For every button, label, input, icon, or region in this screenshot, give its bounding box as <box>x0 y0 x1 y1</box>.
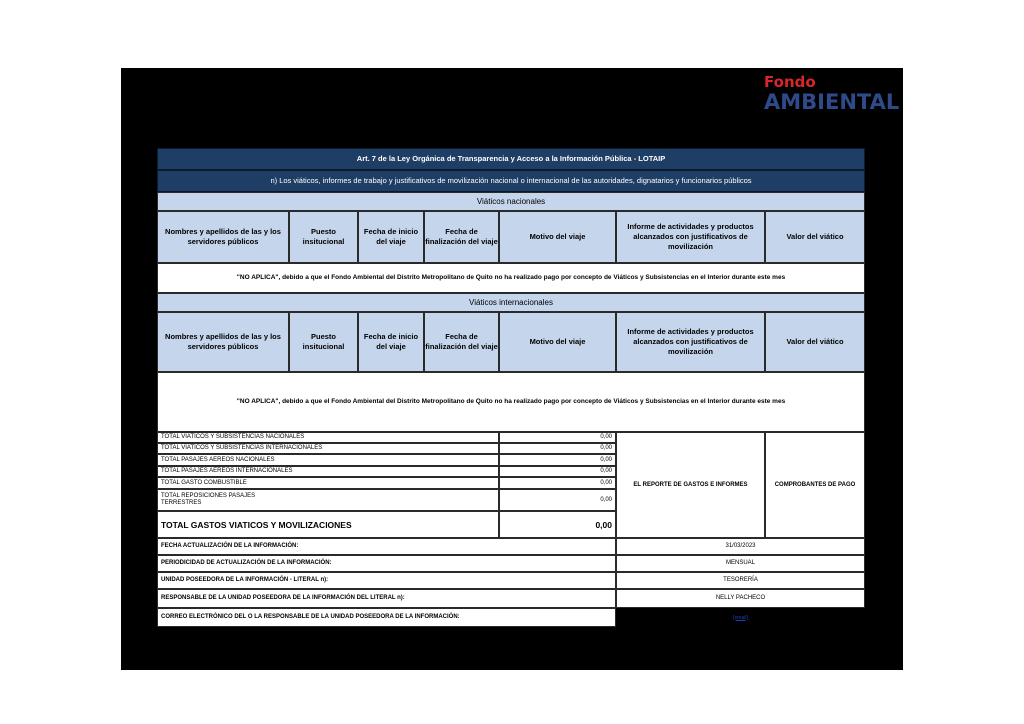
info-value: MENSUAL <box>616 555 865 572</box>
total-label: TOTAL REPOSICIONES PASAJES TERRESTRES <box>157 489 499 511</box>
total-label: TOTAL GASTO COMBUSTIBLE <box>157 477 499 489</box>
nacionales-note: "NO APLICA", debido a que el Fondo Ambiental del Distrito Metropolitano de Quito no ha realizado pago por concepto de Viáticos y Subsistencias en el Interior durante este mes <box>157 263 865 293</box>
info-label: FECHA ACTUALIZACIÓN DE LA INFORMACIÓN: <box>157 538 616 555</box>
col-motivo: Motivo del viaje <box>499 312 616 372</box>
info-label: UNIDAD POSEEDORA DE LA INFORMACIÓN - LITERAL n): <box>157 572 616 589</box>
col-informe: Informe de actividades y productos alcanzados con justificativos de movilización <box>616 312 765 372</box>
total-label: TOTAL VIATICOS Y SUBSISTENCIAS INTERNACIONALES <box>157 443 499 454</box>
col-nombres: Nombres y apellidos de las y los servidores públicos <box>157 211 289 263</box>
col-nombres: Nombres y apellidos de las y los servidores públicos <box>157 312 289 372</box>
nacionales-section-title: Viáticos nacionales <box>157 192 865 211</box>
responsible-email-link[interactable]: [email] <box>733 614 748 621</box>
col-puesto: Puesto insitucional <box>289 211 358 263</box>
col-fecha-inicio: Fecha de inicio del viaje <box>358 312 424 372</box>
col-motivo: Motivo del viaje <box>499 211 616 263</box>
col-valor: Valor del viático <box>765 211 865 263</box>
total-label: TOTAL VIATICOS Y SUBSISTENCIAS NACIONALES <box>157 432 499 443</box>
info-label: PERIODICIDAD DE ACTUALIZACIÓN DE LA INFORMACIÓN: <box>157 555 616 572</box>
grand-total-label: TOTAL GASTOS VIATICOS Y MOVILIZACIONES <box>157 511 499 538</box>
total-label: TOTAL PASAJES AEREOS INTERNACIONALES <box>157 466 499 477</box>
total-value: 0,00 <box>499 443 616 454</box>
info-value: 31/03/2023 <box>616 538 865 555</box>
internacionales-section-title: Viáticos internacionales <box>157 293 865 312</box>
col-valor: Valor del viático <box>765 312 865 372</box>
info-value: TESORERÍA <box>616 572 865 589</box>
total-value: 0,00 <box>499 454 616 466</box>
total-label: TOTAL PASAJES AEREOS NACIONALES <box>157 454 499 466</box>
col-fecha-inicio: Fecha de inicio del viaje <box>358 211 424 263</box>
total-value: 0,00 <box>499 477 616 489</box>
total-value: 0,00 <box>499 432 616 443</box>
total-value: 0,00 <box>499 489 616 511</box>
internacionales-note: "NO APLICA", debido a que el Fondo Ambiental del Distrito Metropolitano de Quito no ha realizado pago por concepto de Viáticos y Subsistencias en el Interior durante este mes <box>157 372 865 432</box>
document-subtitle: n) Los viáticos, informes de trabajo y justificativos de movilización nacional o internacional de las autoridades, dignatarios y funcionarios públicos <box>157 170 865 192</box>
grand-total-value: 0,00 <box>499 511 616 538</box>
col-puesto: Puesto insitucional <box>289 312 358 372</box>
vouchers-link-label: COMPROBANTES DE PAGO <box>765 432 865 538</box>
info-label: CORREO ELECTRÓNICO DEL O LA RESPONSABLE DE LA UNIDAD POSEEDORA DE LA INFORMACIÓN: <box>157 608 616 627</box>
info-label: RESPONSABLE DE LA UNIDAD POSEEDORA DE LA INFORMACIÓN DEL LITERAL n): <box>157 589 616 608</box>
logo-line-1: Fondo <box>764 73 816 91</box>
total-value: 0,00 <box>499 466 616 477</box>
col-informe: Informe de actividades y productos alcanzados con justificativos de movilización <box>616 211 765 263</box>
logo-line-2: AMBIENTAL <box>764 90 900 114</box>
info-value: NELLY PACHECO <box>616 589 865 608</box>
fondo-ambiental-logo <box>764 74 900 116</box>
report-link-label: EL REPORTE DE GASTOS E INFORMES <box>616 432 765 538</box>
col-fecha-fin: Fecha de finalización del viaje <box>424 211 499 263</box>
document-title: Art. 7 de la Ley Orgánica de Transparencia y Acceso a la Información Pública - LOTAIP <box>157 148 865 170</box>
col-fecha-fin: Fecha de finalización del viaje <box>424 312 499 372</box>
